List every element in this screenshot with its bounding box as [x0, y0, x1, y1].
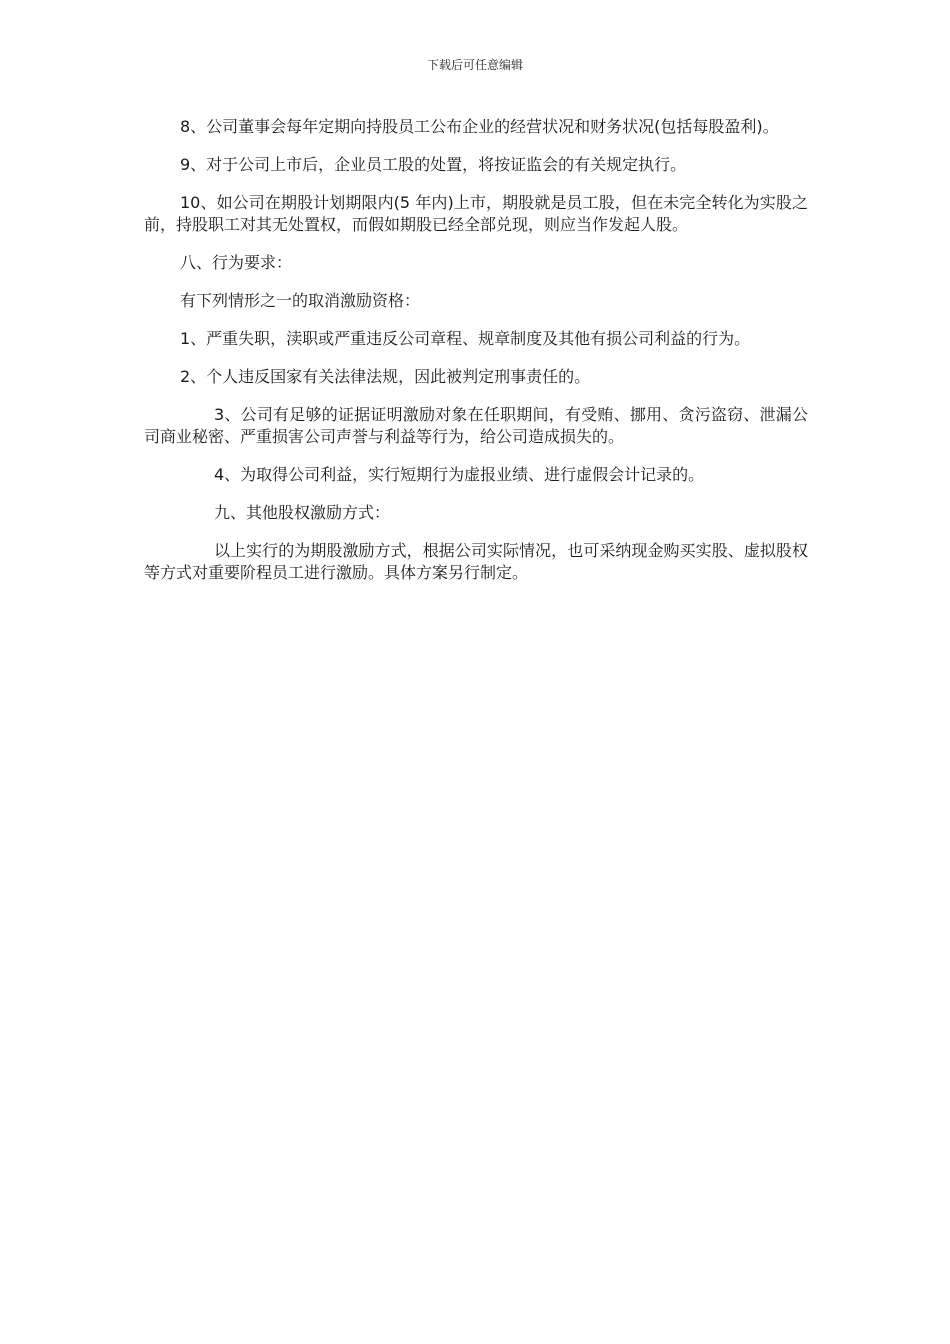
- paragraph-condition-4: 4、为取得公司利益，实行短期行为虚报业绩、进行虚假会计记录的。: [214, 465, 705, 484]
- section-heading-behavior-requirements: 八、行为要求：: [180, 253, 293, 272]
- section-heading-other-incentives: 九、其他股权激励方式：: [214, 503, 391, 522]
- paragraph-disqualification-intro: 有下列情形之一的取消激励资格：: [180, 291, 421, 310]
- paragraph-condition-1: 1、严重失职，渎职或严重违反公司章程、规章制度及其他有损公司利益的行为。: [180, 329, 751, 348]
- document-body: [144, 116, 808, 600]
- paragraph-item-8: 8、公司董事会每年定期向持股员工公布企业的经营状况和财务状况(包括每股盈利)。: [180, 117, 779, 136]
- paragraph-condition-3: 3、公司有足够的证据证明激励对象在任职期间，有受贿、挪用、贪污盗窃、泄漏公司商业秘密、严重损害公司声誉与利益等行为，给公司造成损失的。: [144, 405, 808, 446]
- page-header: 下载后可任意编辑: [426, 58, 523, 72]
- paragraph-other-incentives: 以上实行的为期股激励方式，根据公司实际情况，也可采纳现金购买实股、虚拟股权等方式对重要阶程员工进行激励。具体方案另行制定。: [144, 541, 808, 582]
- paragraph-item-9: 9、对于公司上市后，企业员工股的处置，将按证监会的有关规定执行。: [180, 155, 687, 174]
- paragraph-condition-2: 2、个人违反国家有关法律法规，因此被判定刑事责任的。: [180, 367, 591, 386]
- paragraph-item-10: 10、如公司在期股计划期限内(5 年内)上市，期股就是员工股，但在未完全转化为实股之前，持股职工对其无处置权，而假如期股已经全部兑现，则应当作发起人股。: [144, 193, 808, 234]
